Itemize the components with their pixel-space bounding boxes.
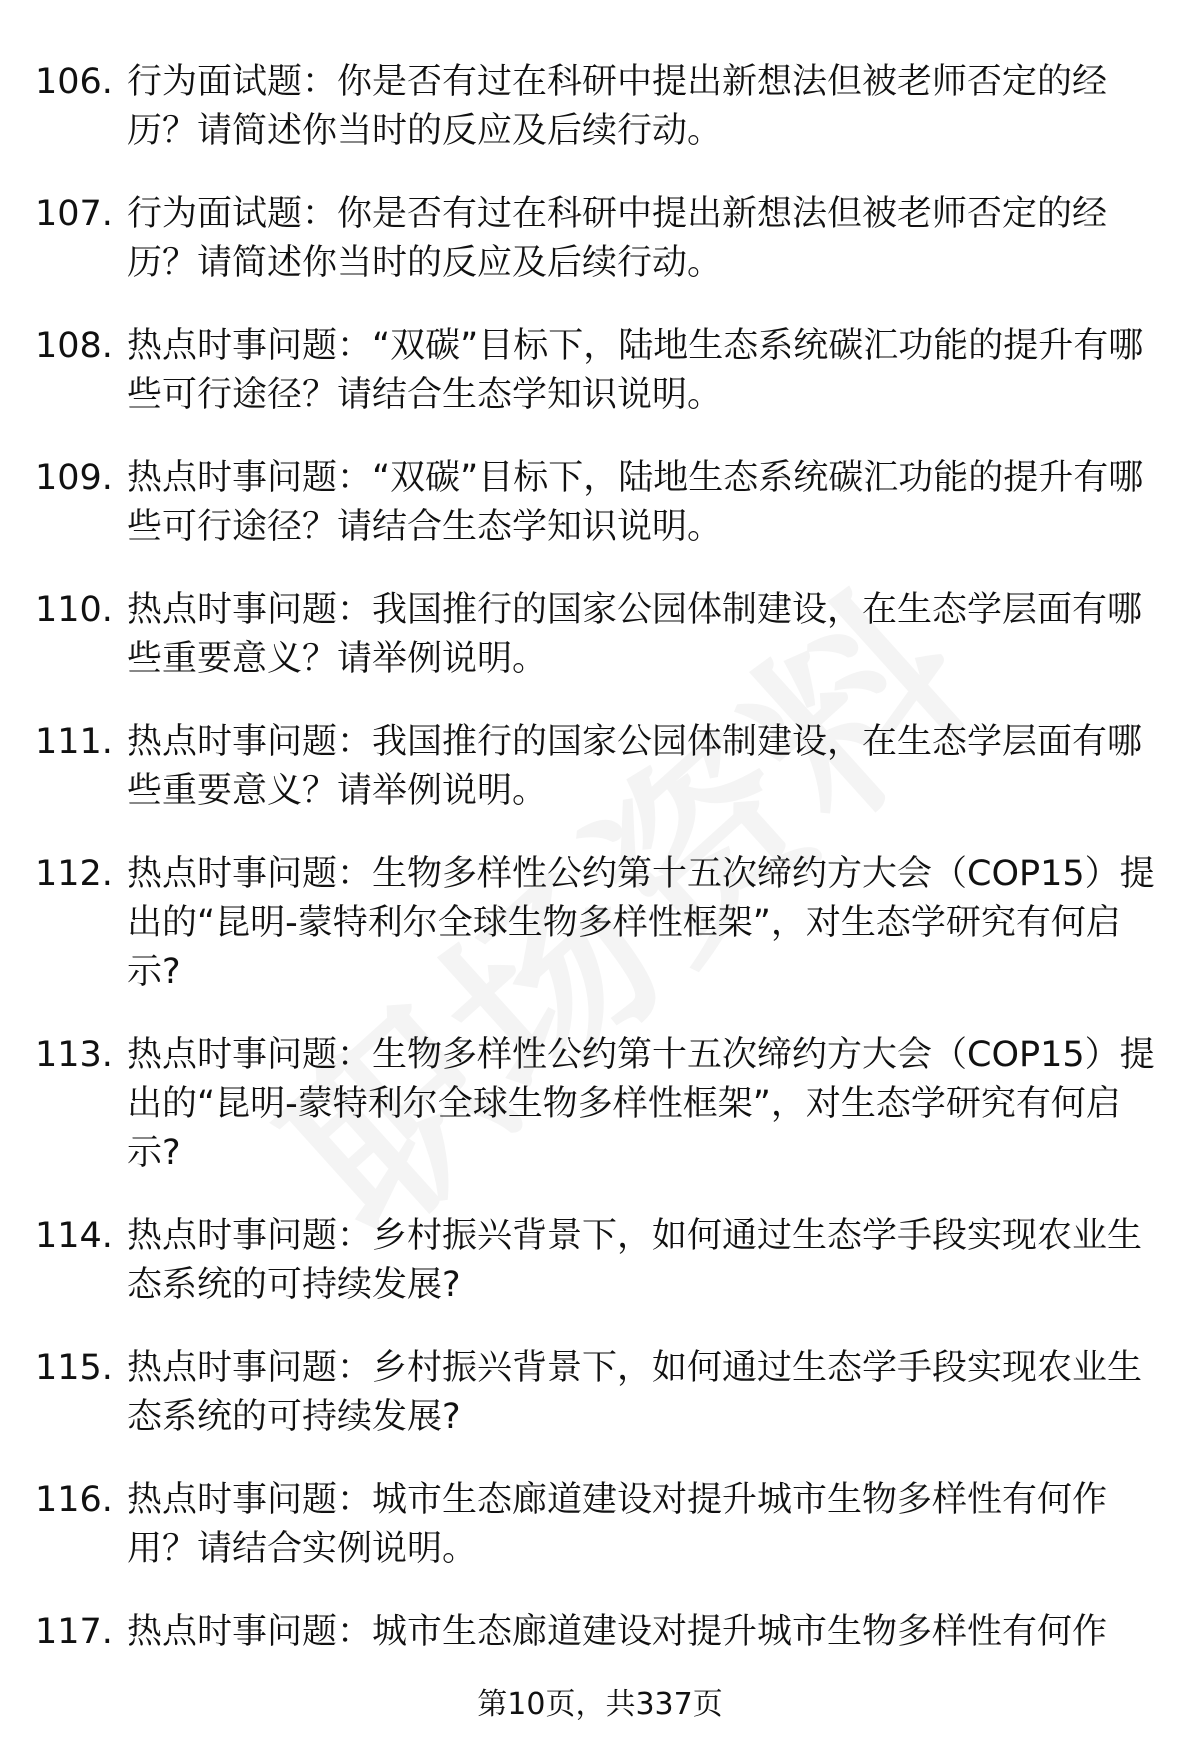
question-number: 113. [35,1035,113,1075]
question-item [35,322,1165,420]
question-item [35,1031,1165,1178]
question-number: 108. [35,326,113,366]
question-item [35,454,1165,552]
question-list [35,58,1165,1691]
question-text: 行为面试题：你是否有过在科研中提出新想法但被老师否定的经历？请简述你当时的反应及后续行动。 [127,194,1108,283]
question-text: 热点时事问题：“双碳”目标下，陆地生态系统碳汇功能的提升有哪些可行途径？请结合生态学知识说明。 [127,458,1144,547]
question-number: 116. [35,1480,113,1520]
question-text: 热点时事问题：我国推行的国家公园体制建设，在生态学层面有哪些重要意义？请举例说明。 [127,590,1143,679]
question-number: 110. [35,590,113,630]
question-item [35,190,1165,288]
question-item [35,1344,1165,1442]
question-text: 热点时事问题：我国推行的国家公园体制建设，在生态学层面有哪些重要意义？请举例说明。 [127,722,1143,811]
question-text: 热点时事问题：生物多样性公约第十五次缔约方大会（COP15）提出的“昆明-蒙特利尔全球生物多样性框架”，对生态学研究有何启示? [127,854,1155,992]
question-item [35,850,1165,997]
question-text: 热点时事问题：乡村振兴背景下，如何通过生态学手段实现农业生态系统的可持续发展? [127,1216,1143,1305]
question-text: 热点时事问题：城市生态廊道建设对提升城市生物多样性有何作用？请结合实例说明。 [127,1480,1108,1569]
question-number: 106. [35,62,113,102]
question-number: 107. [35,194,113,234]
question-number: 115. [35,1348,113,1388]
question-number: 114. [35,1216,113,1256]
question-item [35,1608,1165,1657]
question-number: 111. [35,722,113,762]
question-item [35,58,1165,156]
question-text: 热点时事问题：乡村振兴背景下，如何通过生态学手段实现农业生态系统的可持续发展? [127,1348,1143,1437]
question-text: 行为面试题：你是否有过在科研中提出新想法但被老师否定的经历？请简述你当时的反应及后续行动。 [127,62,1108,151]
question-text: 热点时事问题：城市生态廊道建设对提升城市生物多样性有何作 [127,1612,1108,1652]
question-item [35,586,1165,684]
question-number: 109. [35,458,113,498]
question-number: 112. [35,854,113,894]
page-footer: 第10页，共337页 [477,1687,723,1722]
question-item [35,1476,1165,1574]
question-text: 热点时事问题：“双碳”目标下，陆地生态系统碳汇功能的提升有哪些可行途径？请结合生态学知识说明。 [127,326,1144,415]
question-text: 热点时事问题：生物多样性公约第十五次缔约方大会（COP15）提出的“昆明-蒙特利尔全球生物多样性框架”，对生态学研究有何启示? [127,1035,1155,1173]
question-item [35,718,1165,816]
question-item [35,1212,1165,1310]
question-number: 117. [35,1612,113,1652]
